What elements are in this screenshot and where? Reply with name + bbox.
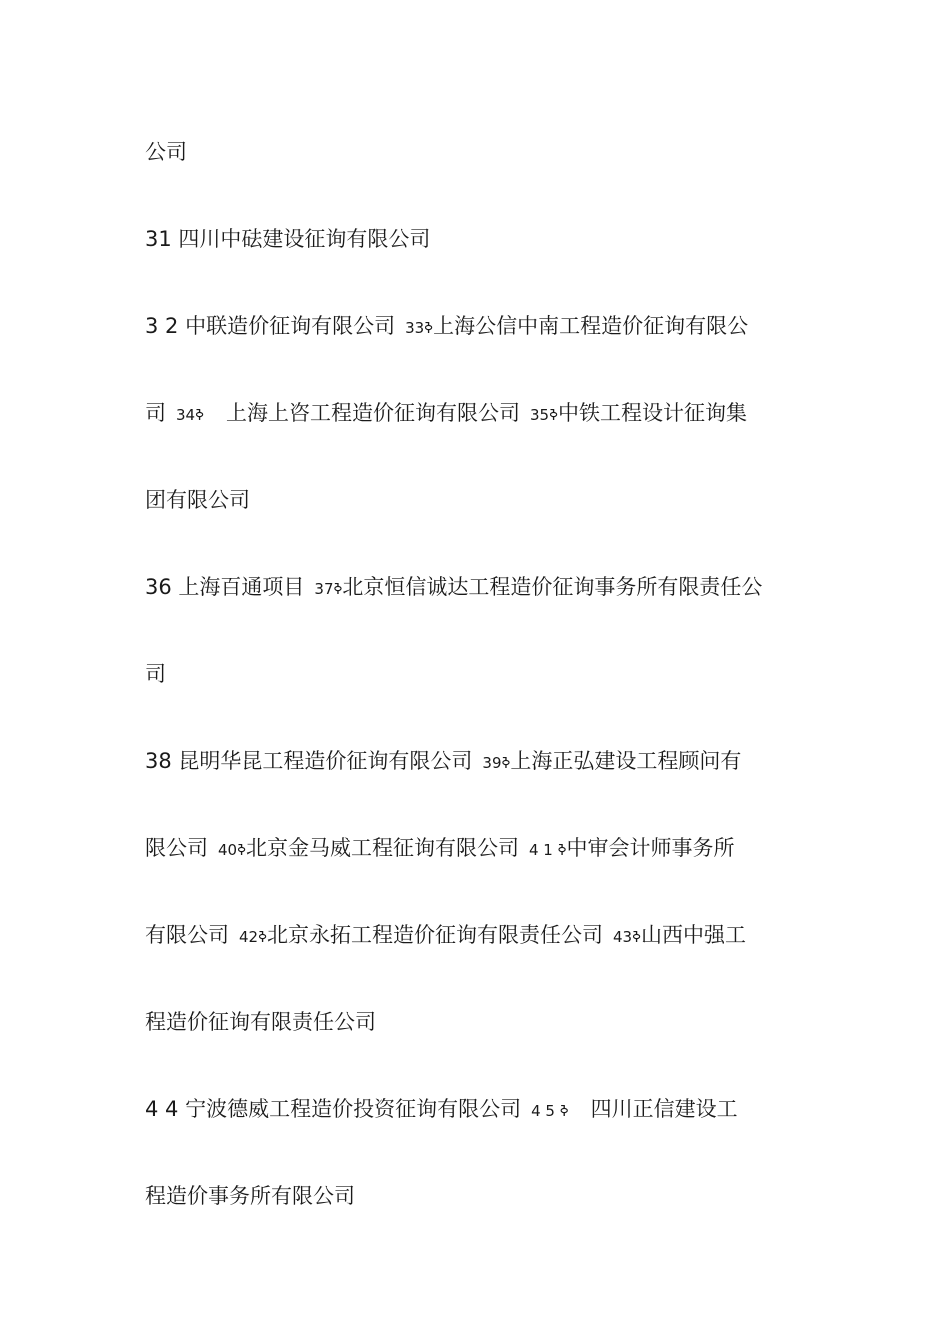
text-line-6 — [145, 573, 815, 603]
line-text: 北京永拓工程造价征询有限责任公司 — [267, 923, 603, 947]
line-text: 北京恒信诚达工程造价征询事务所有限责任公 — [342, 575, 763, 599]
text-line-5 — [145, 486, 815, 514]
line-text: 有限公司 — [145, 923, 229, 947]
text-line-10 — [145, 921, 815, 951]
item-number: 42ߢ — [239, 928, 267, 946]
text-line-9 — [145, 834, 815, 864]
item-number: 40ߢ — [218, 841, 246, 859]
item-number: 4 1 ߢ — [529, 841, 567, 859]
line-text: 中铁工程设计征询集 — [558, 401, 747, 425]
line-text: 程造价征询有限责任公司 — [145, 1010, 376, 1034]
text-line-11 — [145, 1008, 815, 1036]
line-text: 四川正信建设工 — [590, 1097, 738, 1121]
text-line-3 — [145, 312, 815, 342]
line-text: 公司 — [145, 140, 187, 164]
item-number: 4 5 ߢ — [531, 1102, 569, 1120]
line-text: 团有限公司 — [145, 488, 250, 512]
text-line-13 — [145, 1182, 815, 1210]
line-text: 4 4 宁波德威工程造价投资征询有限公司 — [145, 1097, 522, 1121]
line-text: 北京金马威工程征询有限公司 — [246, 836, 519, 860]
line-text: 36 上海百通项目 — [145, 575, 305, 599]
line-text: 程造价事务所有限公司 — [145, 1184, 355, 1208]
line-text: 上海正弘建设工程顾问有 — [510, 749, 742, 773]
item-number: 43ߢ — [613, 928, 641, 946]
item-number: 35ߢ — [530, 406, 558, 424]
line-text: 司 — [145, 662, 166, 686]
line-text: 38 昆明华昆工程造价征询有限公司 — [145, 749, 473, 773]
line-text: 上海上咨工程造价征询有限公司 — [226, 401, 520, 425]
line-text: 限公司 — [145, 836, 208, 860]
line-text: 上海公信中南工程造价征询有限公 — [433, 314, 749, 338]
line-text: 3 2 中联造价征询有限公司 — [145, 314, 396, 338]
item-number: 34ߢ — [176, 406, 204, 424]
line-text: 中审会计师事务所 — [566, 836, 735, 860]
line-text: 司 — [145, 401, 166, 425]
item-number: 39ߢ — [482, 754, 511, 772]
line-text: 31 四川中砝建设征询有限公司 — [145, 227, 431, 251]
item-number: 37ߢ — [314, 580, 343, 598]
text-line-8 — [145, 747, 815, 777]
item-number: 33ߢ — [405, 319, 434, 337]
text-line-12 — [145, 1095, 815, 1125]
text-line-7 — [145, 660, 815, 688]
text-line-1 — [145, 138, 815, 166]
text-line-4 — [145, 399, 815, 429]
line-text: 山西中强工 — [641, 923, 746, 947]
text-line-2 — [145, 225, 815, 253]
